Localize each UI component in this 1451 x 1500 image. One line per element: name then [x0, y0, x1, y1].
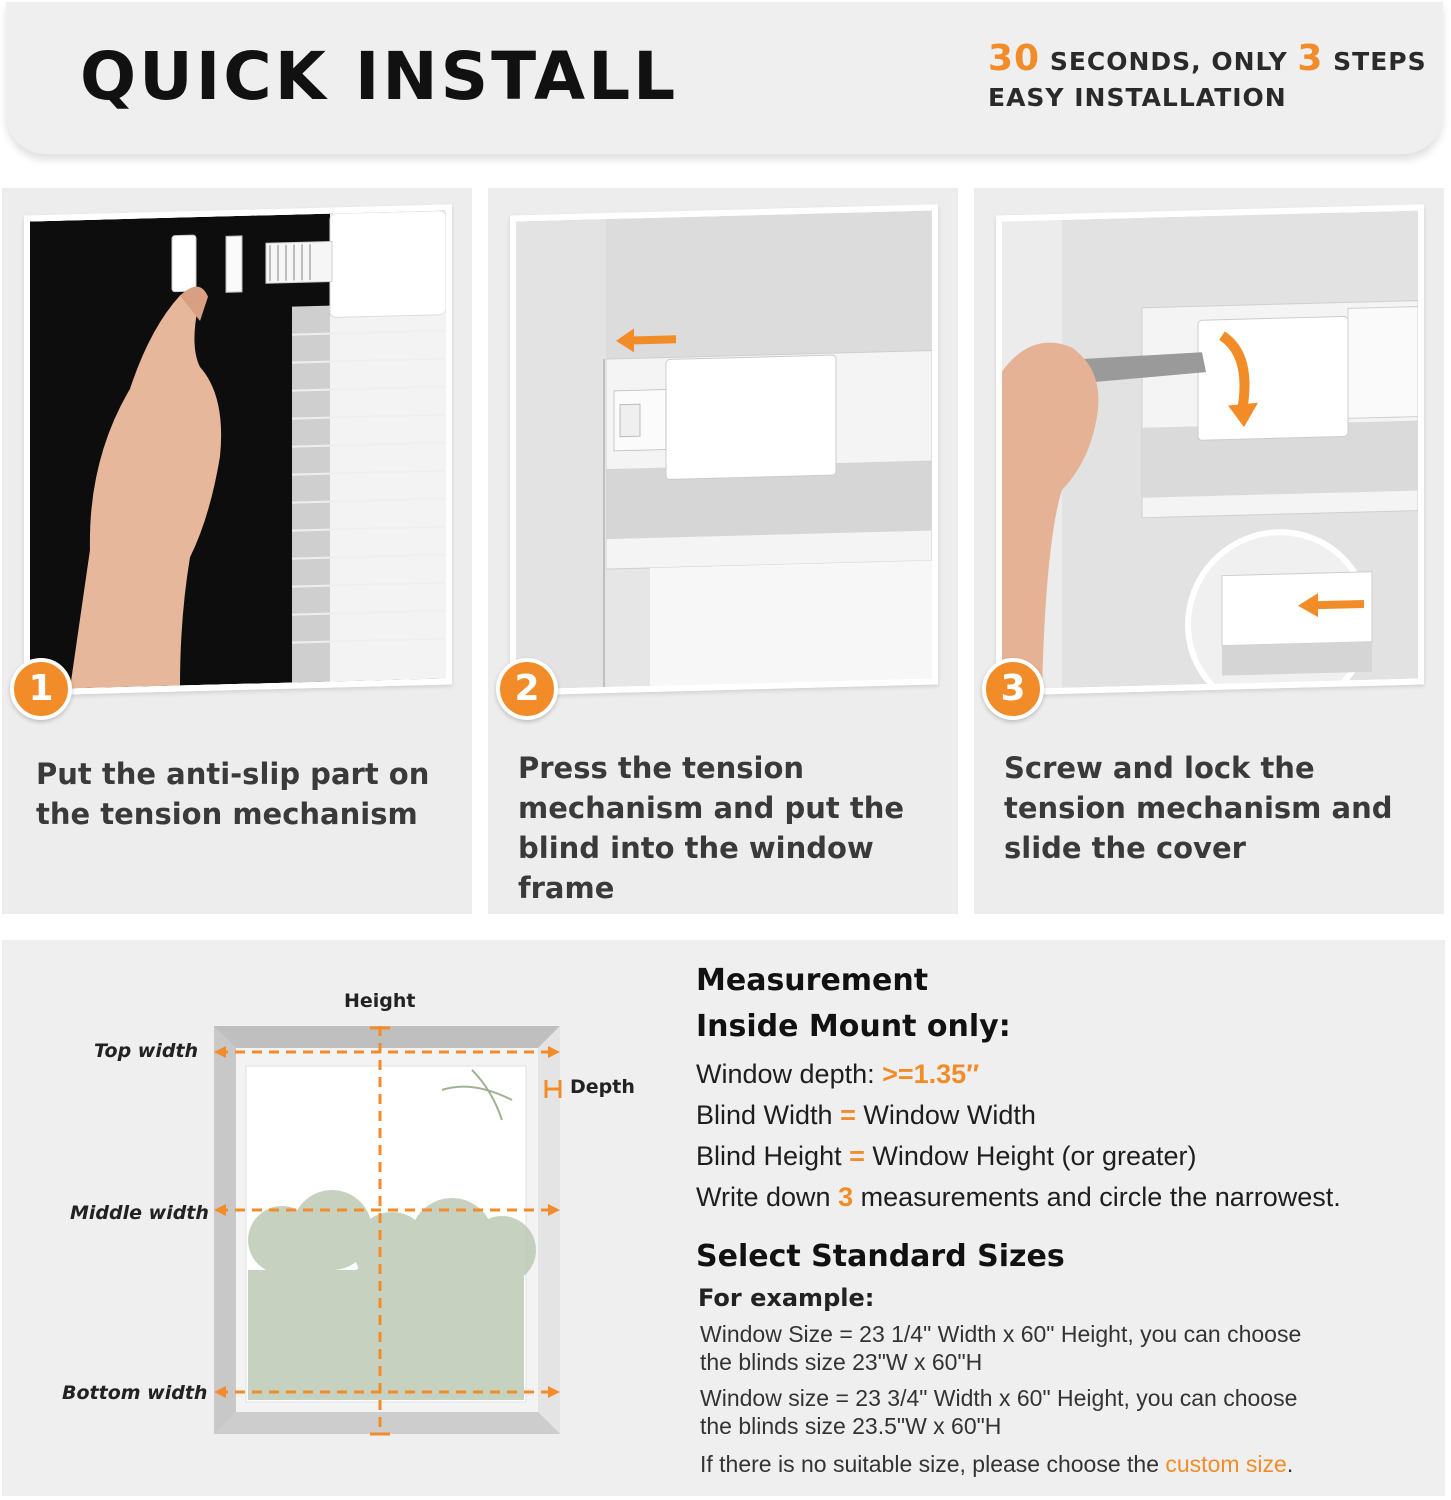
custom-prefix: If there is no suitable size, please choose the [700, 1451, 1166, 1477]
depth-line [696, 1054, 1436, 1095]
step-3-photo [996, 204, 1424, 695]
step-card-2 [488, 188, 958, 914]
measurement-title: Measurement [696, 963, 929, 998]
standard-sizes-title: Select Standard Sizes [696, 1239, 1065, 1274]
step-1-text: Put the anti-slip part on the tension mechanism [36, 757, 430, 831]
write-down-line [696, 1177, 1436, 1218]
tagline-text-2: STEPS [1323, 47, 1427, 76]
measurement-panel [2, 940, 1445, 1496]
blind-width-text: Blind Width [696, 1100, 841, 1130]
depth-label: Depth [570, 1076, 635, 1098]
step-card-3 [974, 188, 1444, 914]
height-line [696, 1136, 1436, 1177]
step-1-photo [24, 204, 452, 695]
window-height-text: Window Height (or greater) [864, 1141, 1197, 1171]
page-title: QUICK INSTALL [80, 38, 679, 115]
step-card-1 [2, 188, 472, 914]
tagline-text-1: SECONDS, ONLY [1040, 47, 1298, 76]
inside-mount-title: Inside Mount only: [696, 1009, 1011, 1044]
bottom-width-label: Bottom width [62, 1382, 208, 1404]
example-2-line-2: the blinds size 23.5"W x 60"H [700, 1413, 1002, 1439]
example-1-line-1: Window Size = 23 1/4" Width x 60" Height, you can choose [700, 1321, 1302, 1347]
step-2-text: Press the tension mechanism and put the blind into the window frame [518, 751, 905, 905]
top-width-label: Top width [94, 1040, 199, 1062]
custom-suffix: . [1286, 1451, 1294, 1477]
step-3-text: Screw and lock the tension mechanism and slide the cover [1004, 751, 1393, 865]
middle-width-label: Middle width [70, 1202, 209, 1224]
example-1 [700, 1320, 1380, 1376]
write-prefix: Write down [696, 1182, 839, 1212]
step-3-badge: 3 [982, 658, 1044, 720]
tagline-subtitle: EASY INSTALLATION [988, 83, 1287, 112]
example-2-line-1: Window size = 23 3/4" Width x 60" Height, you can choose [700, 1385, 1298, 1411]
width-equals: = [840, 1100, 856, 1130]
depth-prefix: Window depth: [696, 1059, 883, 1089]
window-width-text: Window Width [855, 1100, 1036, 1130]
step-2-photo [510, 204, 938, 695]
height-equals: = [849, 1141, 865, 1171]
custom-size-link[interactable]: custom size [1165, 1451, 1287, 1477]
custom-size-note [700, 1450, 1380, 1478]
measurement-info [696, 958, 1436, 1478]
header-banner [6, 2, 1443, 154]
example-1-line-2: the blinds size 23"W x 60"H [700, 1349, 983, 1375]
example-2 [700, 1384, 1380, 1440]
steps-number: 3 [1297, 38, 1324, 79]
depth-value: >=1.35″ [882, 1059, 980, 1089]
seconds-number: 30 [988, 38, 1041, 79]
height-label: Height [344, 990, 416, 1012]
step-2-badge: 2 [496, 658, 558, 720]
write-suffix: measurements and circle the narrowest. [853, 1182, 1341, 1212]
blind-height-text: Blind Height [696, 1141, 850, 1171]
window-diagram [2, 940, 682, 1496]
step-1-badge: 1 [10, 658, 72, 720]
example-label: For example: [698, 1284, 875, 1312]
width-line [696, 1095, 1436, 1136]
tagline [988, 38, 1427, 112]
write-number: 3 [838, 1182, 854, 1212]
